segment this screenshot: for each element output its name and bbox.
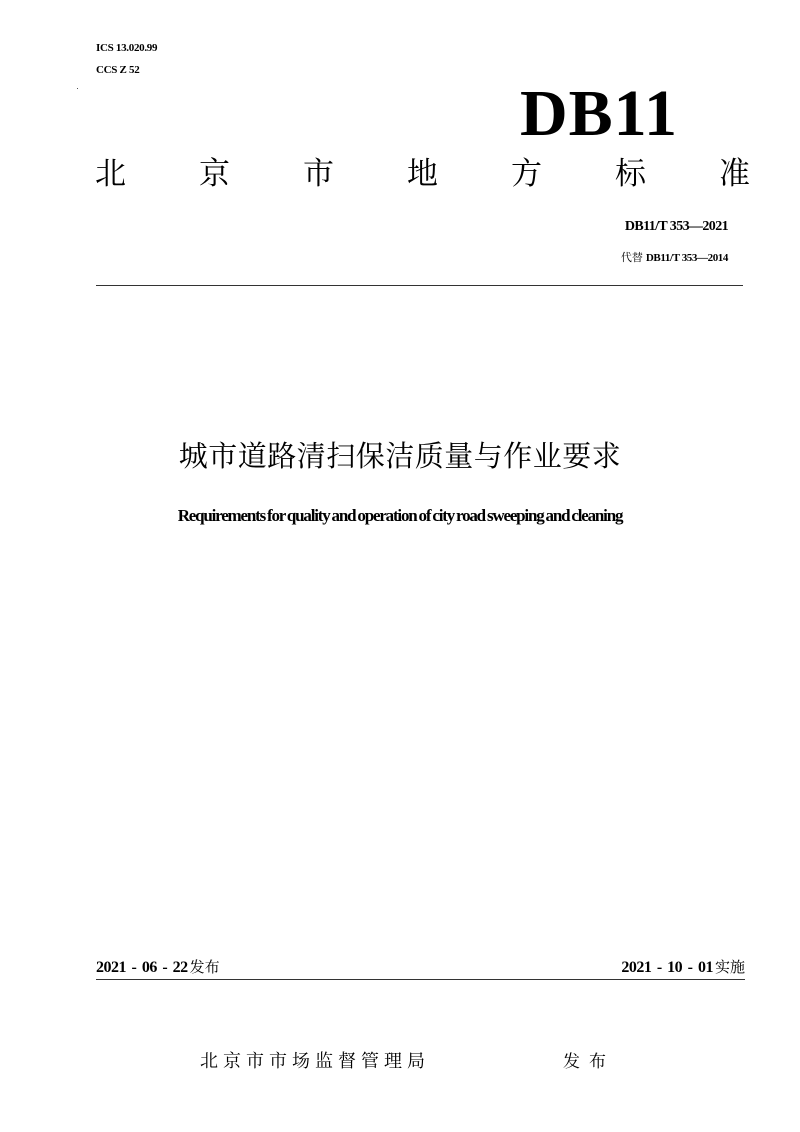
standard-type-heading — [95, 154, 750, 194]
publish-date-group — [96, 956, 220, 979]
issue-word: 发布 — [563, 1052, 615, 1072]
standard-type-char: 京 — [199, 156, 230, 192]
publish-label: 发布 — [189, 958, 220, 976]
standard-type-char: 市 — [303, 156, 334, 192]
implement-label: 实施 — [714, 958, 745, 976]
header-divider — [96, 285, 743, 286]
standard-type-char: 方 — [511, 156, 542, 192]
standard-type-char: 标 — [615, 156, 646, 192]
implement-date-group — [621, 956, 745, 979]
db11-logo: DB11 — [520, 77, 679, 150]
title-english: Requirements for quality and operation of city road sweeping and cleaning — [177, 506, 623, 525]
publish-date: 2021 - 06 - 22 — [96, 959, 188, 976]
ics-code: ICS 13.020.99 — [96, 42, 158, 54]
replaces-label: 代替 — [620, 251, 643, 264]
ccs-code: CCS Z 52 — [96, 64, 140, 76]
date-row — [96, 956, 745, 979]
footer-divider — [96, 979, 745, 980]
standard-type-char: 地 — [407, 156, 438, 192]
replaces-code: DB11/T 353—2014 — [645, 252, 728, 264]
title-chinese: 城市道路清扫保洁质量与作业要求 — [178, 439, 622, 473]
scan-speck — [77, 88, 78, 89]
issuing-authority: 北京市市场监督管理局 — [200, 1051, 430, 1072]
standard-type-char: 北 — [95, 156, 126, 192]
standard-type-char: 准 — [719, 156, 750, 192]
standard-number: DB11/T 353—2021 — [624, 219, 728, 234]
implement-date: 2021 - 10 - 01 — [621, 959, 713, 976]
replaces-line — [540, 250, 728, 266]
